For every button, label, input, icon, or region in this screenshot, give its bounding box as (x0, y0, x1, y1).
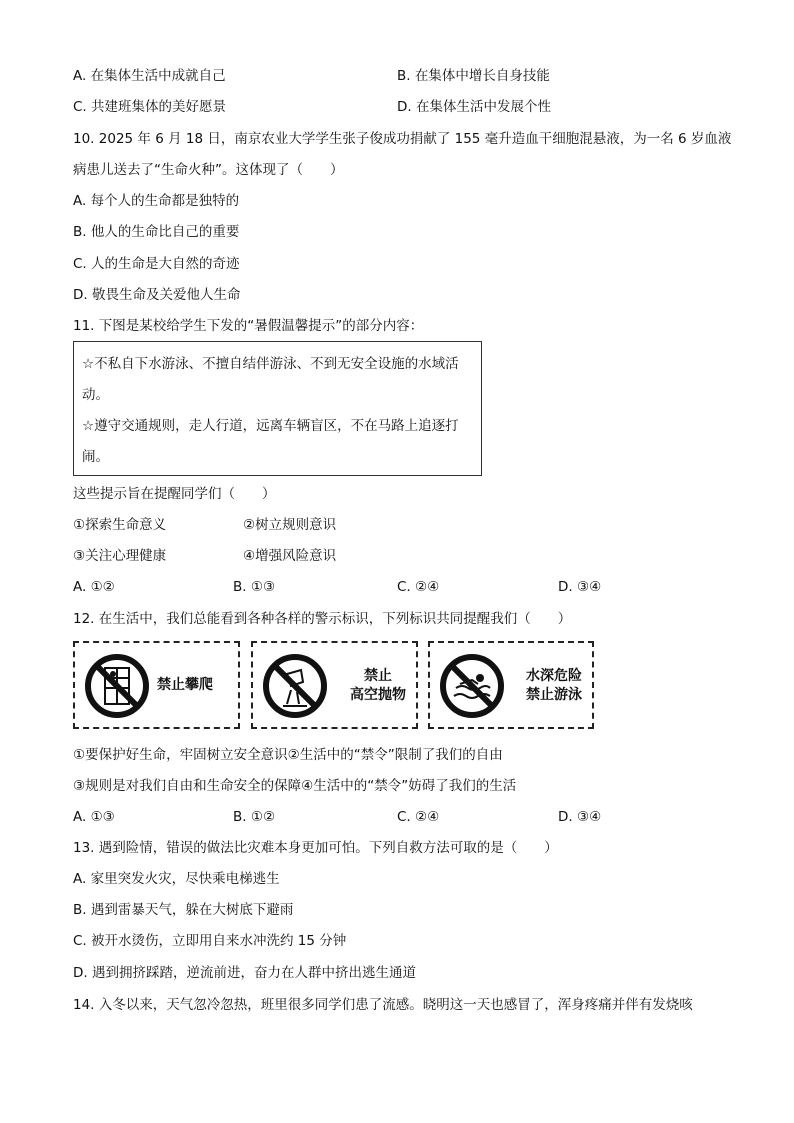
q12-statement-1: ①要保护好生命，牢固树立安全意识②生活中的“禁令”限制了我们的自由 (73, 747, 503, 763)
q11-item-3: ③关注心理健康 (73, 548, 167, 564)
q13-option-d: D. 遇到拥挤踩踏，逆流前进，奋力在人群中挤出逃生通道 (73, 965, 416, 981)
q10-option-a: A. 每个人的生命都是独特的 (73, 193, 240, 209)
q9-option-c: C. 共建班集体的美好愿景 (73, 99, 227, 115)
q12-option-a: A. ①③ (73, 809, 115, 825)
no-throwing-sign (251, 641, 418, 729)
q12-stem: 12. 在生活中，我们总能看到各种各样的警示标识，下列标识共同提醒我们（ ） (73, 611, 572, 627)
q11-option-a: A. ①② (73, 579, 115, 595)
sign1-label: 禁止攀爬 (157, 677, 213, 693)
notice-line-4: 闹。 (82, 449, 109, 465)
no-climbing-sign (73, 641, 240, 729)
q13-stem: 13. 遇到险情，错误的做法比灾难本身更加可怕。下列自救方法可取的是（ ） (73, 840, 558, 856)
q11-notice-box (73, 341, 482, 476)
q11-question: 这些提示旨在提醒同学们（ ） (73, 486, 276, 502)
q9-option-a: A. 在集体生活中成就自己 (73, 68, 226, 84)
q10-option-d: D. 敬畏生命及关爱他人生命 (73, 287, 241, 303)
notice-line-3: ☆遵守交通规则，走人行道，远离车辆盲区，不在马路上追逐打 (82, 418, 459, 434)
q11-option-c: C. ②④ (397, 579, 440, 595)
notice-line-1: ☆不私自下水游泳、不擅自结伴游泳、不到无安全设施的水域活 (82, 356, 459, 372)
q11-item-2: ②树立规则意识 (243, 517, 337, 533)
sign3-label-2: 禁止游泳 (526, 687, 582, 703)
q9-option-d: D. 在集体生活中发展个性 (397, 99, 551, 115)
q10-stem-line2: 病患儿送去了“生命火种”。这体现了（ ） (73, 162, 344, 178)
q11-stem: 11. 下图是某校给学生下发的“暑假温馨提示”的部分内容： (73, 318, 424, 334)
q11-item-4: ④增强风险意识 (243, 548, 337, 564)
q12-statement-2: ③规则是对我们自由和生命安全的保障④生活中的“禁令”妨碍了我们的生活 (73, 778, 517, 794)
q14-stem: 14. 入冬以来，天气忽冷忽热，班里很多同学们患了流感。晓明这一天也感冒了，浑身疼痛并伴有发烧咳 (73, 997, 693, 1013)
q9-option-b: B. 在集体中增长自身技能 (397, 68, 550, 84)
q13-option-b: B. 遇到雷暴天气，躲在大树底下避雨 (73, 902, 294, 918)
q13-option-a: A. 家里突发火灾，尽快乘电梯逃生 (73, 871, 280, 887)
no-throwing-icon (261, 652, 329, 720)
q12-option-b: B. ①② (233, 809, 276, 825)
notice-line-2: 动。 (82, 387, 109, 403)
q12-option-d: D. ③④ (558, 809, 602, 825)
sign3-label-1: 水深危险 (526, 668, 582, 684)
sign2-label-2: 高空抛物 (350, 687, 406, 703)
q11-item-1: ①探索生命意义 (73, 517, 167, 533)
q10-stem-line1: 10. 2025 年 6 月 18 日，南京农业大学学生张子俊成功捐献了 155 毫升造血干细胞混悬液，为一名 6 岁血液 (73, 131, 732, 147)
no-swimming-icon (438, 652, 506, 720)
q11-option-d: D. ③④ (558, 579, 602, 595)
q10-option-c: C. 人的生命是大自然的奇迹 (73, 256, 240, 272)
q11-option-b: B. ①③ (233, 579, 276, 595)
no-climbing-icon (83, 652, 151, 720)
q10-option-b: B. 他人的生命比自己的重要 (73, 224, 240, 240)
q13-option-c: C. 被开水烫伤，立即用自来水冲洗约 15 分钟 (73, 933, 347, 949)
q12-option-c: C. ②④ (397, 809, 440, 825)
no-swimming-sign (428, 641, 594, 729)
sign2-label-1: 禁止 (364, 668, 392, 684)
